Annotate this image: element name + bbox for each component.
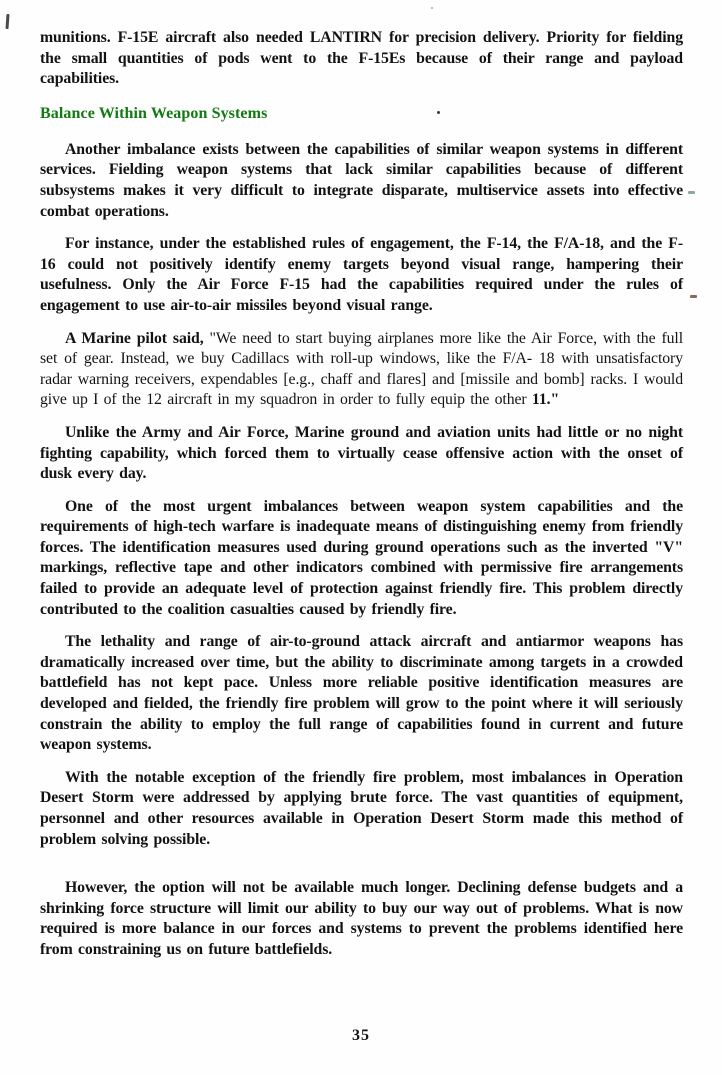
quote-text: "We need to start buying airplanes more like the Air Force, with the full set of gear. Instead, we buy Cadillacs with roll-up windows, like the F/A- 18 with unsatisfactory radar warning receivers, expendables [e.g., chaff and flares] and [missile and bomb] racks. I would give up I of the 12 aircraft in my squadron in order to fully equip the other xyxy=(40,329,683,409)
paragraph-night-fighting: Unlike the Army and Air Force, Marine ground and aviation units had little or no night fighting capability, which forced them to virtually cease offensive action with the onset of dusk every day. xyxy=(40,423,683,483)
scan-speck xyxy=(5,14,9,29)
paragraph-lethality-range: The lethality and range of air-to-ground attack aircraft and antiarmor weapons has dramatically increased over time, but the ability to discriminate among targets in a crowded battlefield has not kept pace. Unless more reliable positive identification measures are developed and fielded, the friendly fire problem will grow to the point where it will seriously constrain the ability to employ the full range of capabilities found in current and future weapon systems. xyxy=(40,633,683,754)
paragraph-friendly-fire-identification: One of the most urgent imbalances between weapon system capabilities and the requirements of high-tech warfare is inadequate means of distinguishing enemy from friendly forces. The identification measures used during ground operations such as the inverted "V" markings, reflective tape and other indicators combined with permissive fire arrangements failed to provide an adequate level of protection against friendly fire. This problem directly contributed to the coalition casualties caused by friendly fire. xyxy=(40,497,683,618)
scan-speck xyxy=(688,191,695,194)
scan-speck xyxy=(431,7,433,9)
page-footer xyxy=(0,1027,722,1045)
page-body xyxy=(40,28,683,973)
quote-end: 11." xyxy=(531,391,560,409)
scan-speck xyxy=(690,295,697,298)
paragraph-another-imbalance: Another imbalance exists between the capabilities of similar weapon systems in different services. Fielding weapon systems that lack similar capabilities because of different subsystems makes it very difficult to integrate disparate, multiservice assets into effective combat operations. xyxy=(40,140,683,220)
paragraph-munitions-continuation: munitions. F-15E aircraft also needed LANTIRN for precision delivery. Priority for fielding the small quantities of pods went to the F-15Es because of their range and payload capabilities. xyxy=(40,29,683,88)
paragraph-brute-force: With the notable exception of the friendly fire problem, most imbalances in Operation Desert Storm were addressed by applying brute force. The vast quantities of equipment, personnel and other resources available in Operation Desert Storm made this method of problem solving possible. xyxy=(40,768,683,848)
quote-attribution: A Marine pilot said, xyxy=(65,329,210,347)
page-number: 35 xyxy=(352,1027,370,1044)
paragraph-rules-of-engagement: For instance, under the established rules of engagement, the F-14, the F/A-18, and the F-16 could not positively identify enemy targets beyond visual range, hampering their usefulness. Only the Air Force F-15 had the capabilities required under the rules of engagement to use air-to-air missiles beyond visual range. xyxy=(40,235,683,314)
section-heading-balance-within-weapon-systems: Balance Within Weapon Systems xyxy=(40,104,268,122)
paragraph-declining-budgets: However, the option will not be available much longer. Declining defense budgets and a shrinking force structure will limit our ability to buy our way out of problems. What is now required is more balance in our forces and systems to prevent the problems identified here from constraining us on future battlefields. xyxy=(40,879,683,958)
paragraph-marine-pilot-quote xyxy=(40,329,683,411)
